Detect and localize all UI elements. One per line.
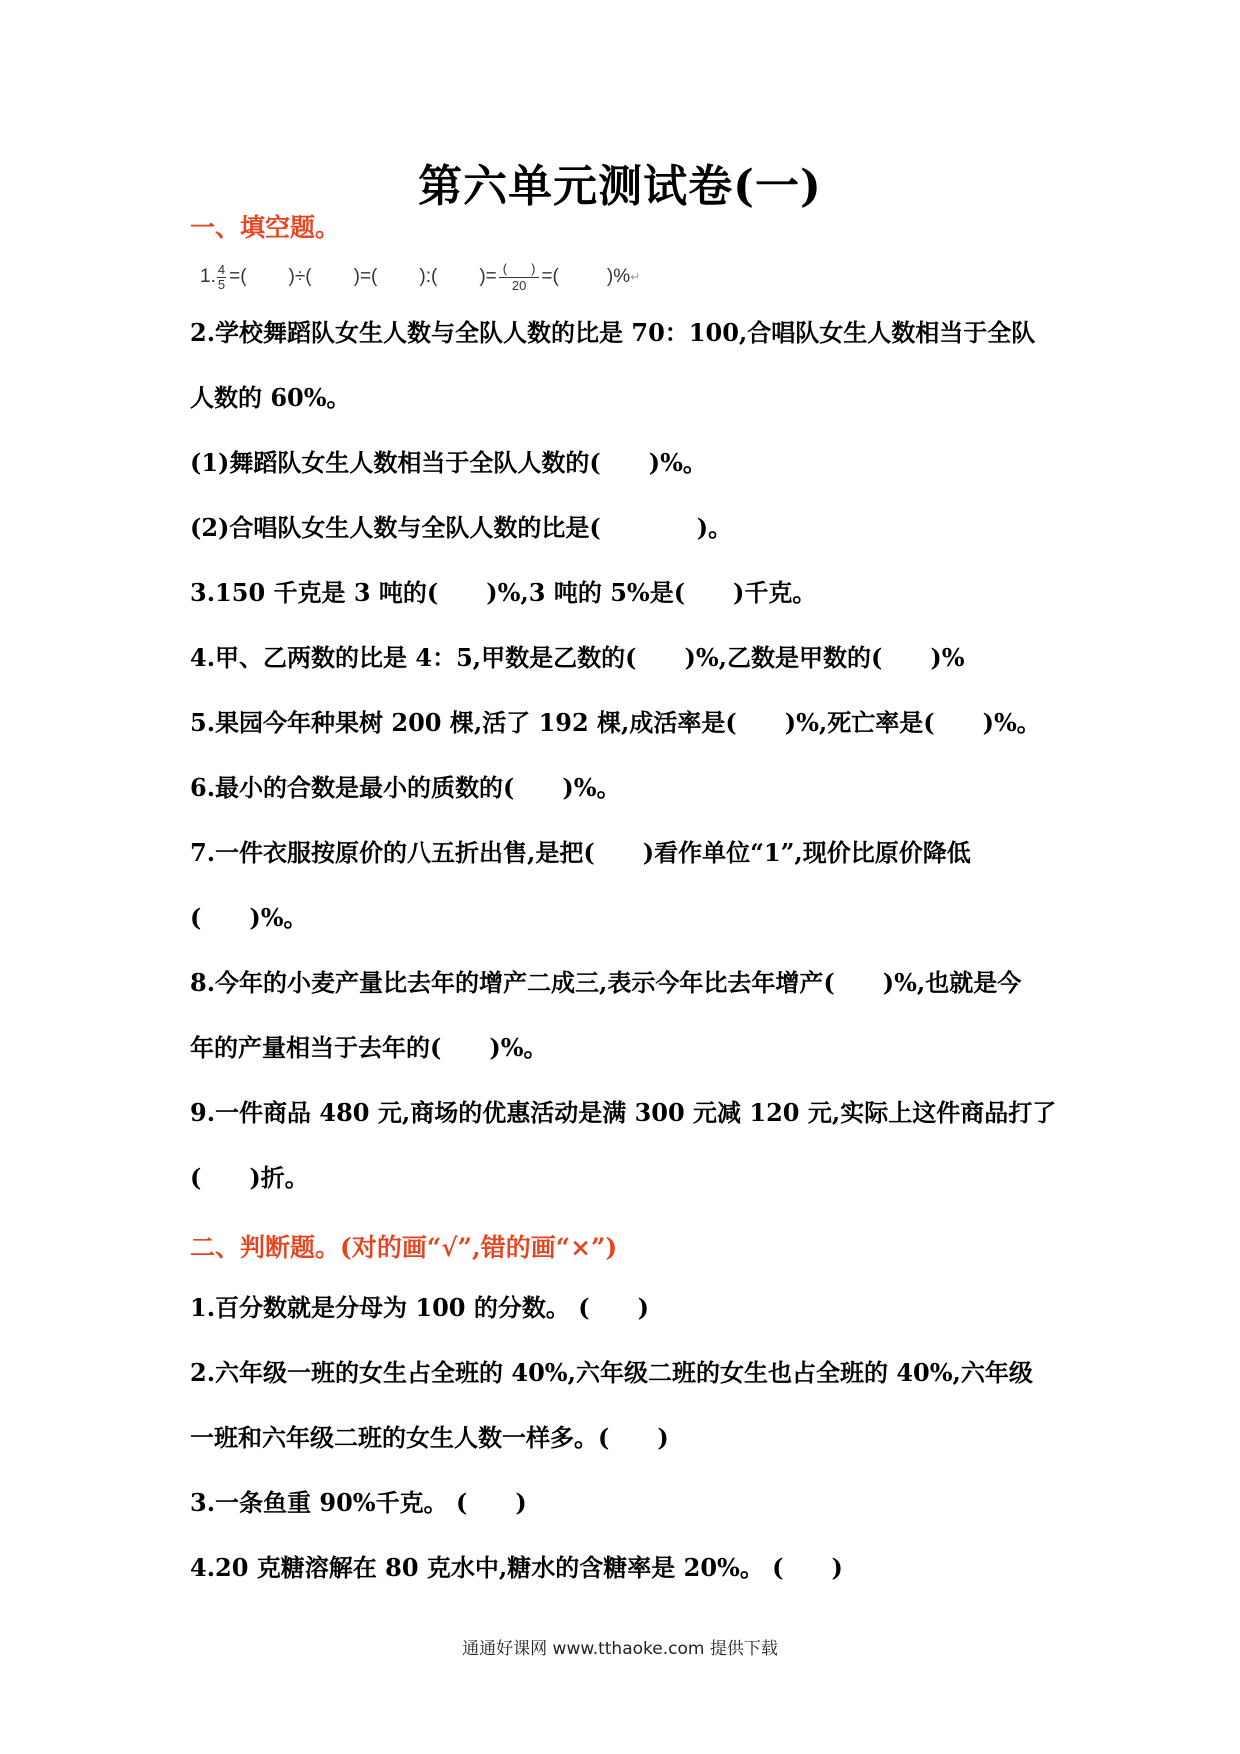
text-line: 年的产量相当于去年的( )%。 <box>190 1033 548 1062</box>
formula-part: =( <box>541 266 559 287</box>
text-line: (2)合唱队女生人数与全队人数的比是( )。 <box>190 513 733 542</box>
return-mark-icon: ↵ <box>630 270 641 284</box>
text-line: 4.甲、乙两数的比是 4：5,甲数是乙数的( )%,乙数是甲数的( )% <box>190 643 965 672</box>
formula-part: )÷( <box>288 266 312 287</box>
text-line: 9.一件商品 480 元,商场的优惠活动是满 300 元减 120 元,实际上这件商品打了 <box>190 1098 1057 1127</box>
text-line: ( )%。 <box>190 903 308 932</box>
formula-part: )=( <box>353 266 378 287</box>
question-1-formula <box>200 255 640 299</box>
text-line: 1.百分数就是分母为 100 的分数。 ( ) <box>190 1293 649 1322</box>
text-line: 3.150 千克是 3 吨的( )%,3 吨的 5%是( )千克。 <box>190 578 817 607</box>
text-line: 8.今年的小麦产量比去年的增产二成三,表示今年比去年增产( )%,也就是今 <box>190 968 1022 997</box>
text-line: 一班和六年级二班的女生人数一样多。( ) <box>190 1423 669 1452</box>
fraction-over-twenty <box>499 261 540 294</box>
section-2-heading: 二、判断题。(对的画“√”,错的画“×”) <box>190 1233 618 1262</box>
fraction-numerator-blank: ( ) <box>499 261 540 278</box>
fraction-four-fifths <box>217 263 226 292</box>
section-1-heading: 一、填空题。 <box>190 213 341 242</box>
q1-label: 1. <box>200 266 216 287</box>
text-line: 人数的 60%。 <box>190 383 351 412</box>
text-line: 3.一条鱼重 90%千克。 ( ) <box>190 1488 527 1517</box>
formula-part: )% <box>606 266 631 287</box>
text-line: 2.六年级一班的女生占全班的 40%,六年级二班的女生也占全班的 40%,六年级 <box>190 1358 1033 1387</box>
text-line: ( )折。 <box>190 1163 309 1192</box>
text-line: 2.学校舞蹈队女生人数与全队人数的比是 70：100,合唱队女生人数相当于全队 <box>190 318 1036 347</box>
text-line: 5.果园今年种果树 200 棵,活了 192 棵,成活率是( )%,死亡率是( )%。 <box>190 708 1041 737</box>
formula-part: )= <box>479 266 497 287</box>
fraction-denominator: 20 <box>511 277 527 293</box>
text-line: 4.20 克糖溶解在 80 克水中,糖水的含糖率是 20%。 ( ) <box>190 1553 843 1582</box>
page-title: 第六单元测试卷(一) <box>418 161 822 212</box>
page-footer: 通通好课网 www.tthaoke.com 提供下载 <box>462 1639 778 1659</box>
fraction-denominator: 5 <box>217 276 226 292</box>
formula-part: =( <box>229 266 247 287</box>
text-line: 7.一件衣服按原价的八五折出售,是把( )看作单位“1”,现价比原价降低 <box>190 838 971 867</box>
fraction-numerator: 4 <box>217 261 226 277</box>
text-line: 6.最小的合数是最小的质数的( )%。 <box>190 773 621 802</box>
text-line: (1)舞蹈队女生人数相当于全队人数的( )%。 <box>190 448 707 477</box>
formula-part: ):( <box>419 266 438 287</box>
